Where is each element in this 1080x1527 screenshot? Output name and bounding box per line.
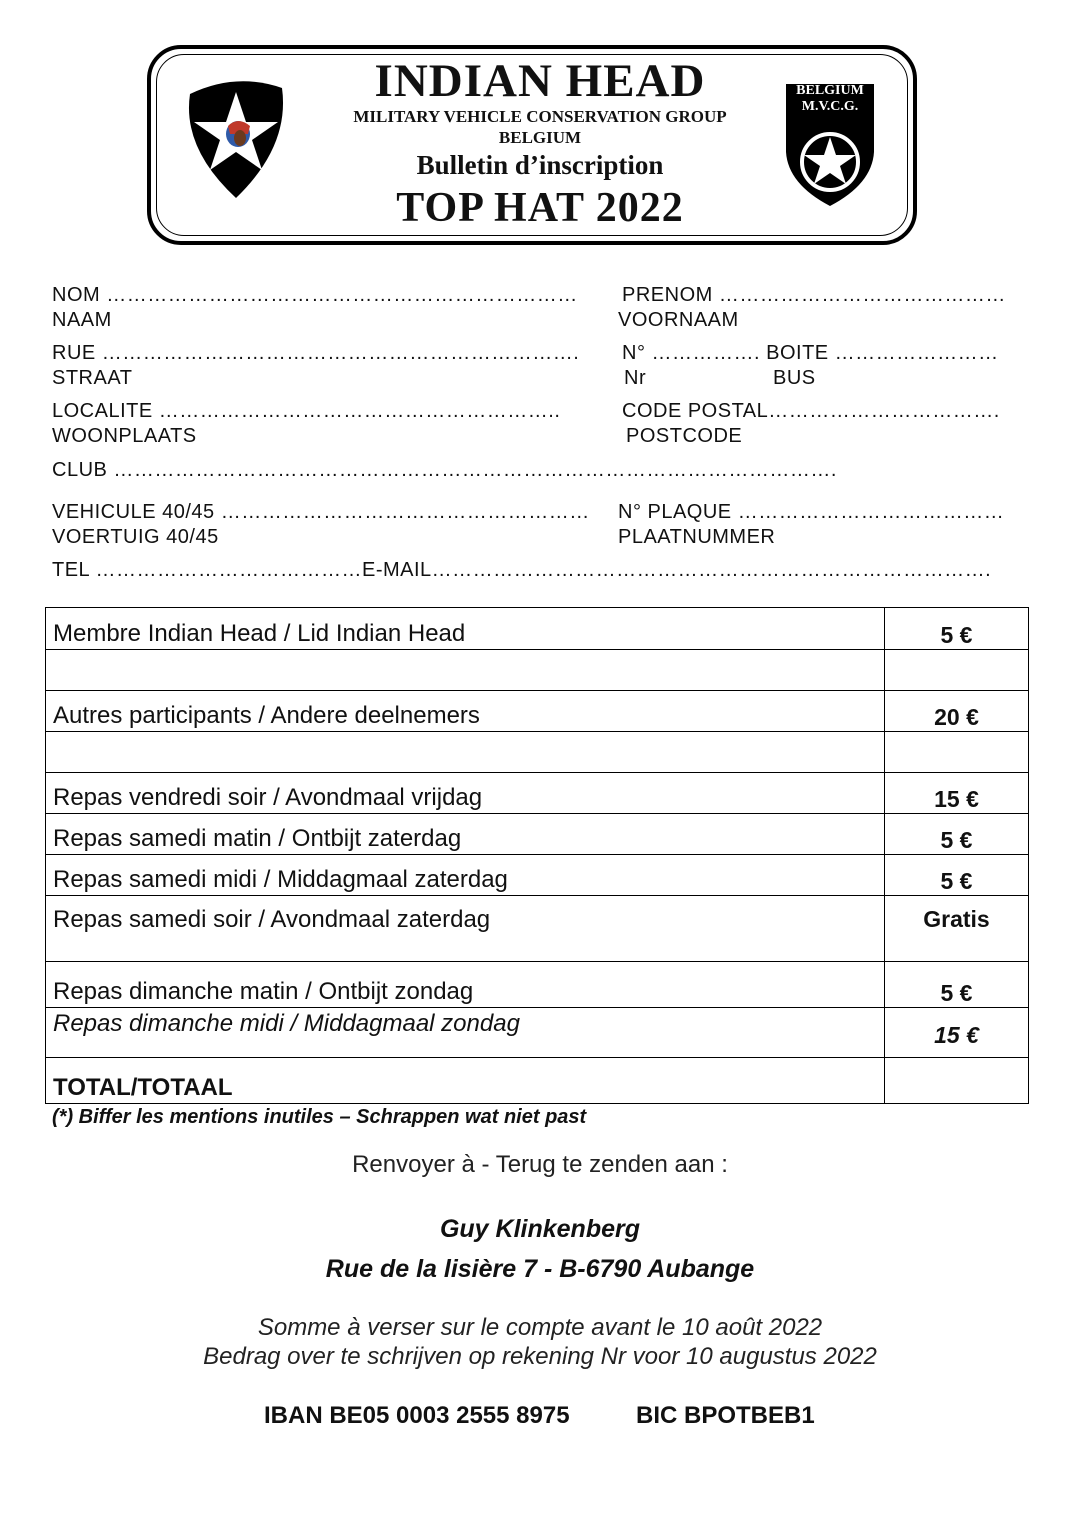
row-label xyxy=(46,732,885,773)
field-plaatnummer-label: PLAATNUMMER xyxy=(618,526,776,548)
table-row xyxy=(46,650,1029,691)
row-label: Repas dimanche matin / Ontbijt zondag xyxy=(46,962,885,1008)
return-to-label: Renvoyer à - Terug te zenden aan : xyxy=(352,1151,728,1178)
row-amount[interactable]: 20 € xyxy=(885,691,1029,732)
org-subtitle: MILITARY VEHICLE CONSERVATION GROUP xyxy=(353,107,727,126)
row-label: Repas dimanche midi / Middagmaal zondag xyxy=(46,1008,885,1058)
field-woonplaats-label: WOONPLAATS xyxy=(52,425,197,447)
event-title: TOP HAT 2022 xyxy=(396,185,684,231)
row-amount[interactable]: 5 € xyxy=(885,608,1029,650)
field-prenom[interactable]: PRENOM …………………………………… xyxy=(622,284,1006,306)
row-amount[interactable]: Gratis xyxy=(885,896,1029,962)
org-country: BELGIUM xyxy=(498,128,582,147)
field-bus-label: BUS xyxy=(773,367,816,389)
row-amount[interactable]: 5 € xyxy=(885,814,1029,855)
table-row xyxy=(46,732,1029,773)
table-row xyxy=(46,608,1029,650)
org-title: INDIAN HEAD xyxy=(374,55,706,107)
row-amount[interactable]: 15 € xyxy=(885,1008,1029,1058)
form-title: Bulletin d’inscription xyxy=(416,150,664,180)
field-rue[interactable]: RUE ……………………………………………………………. xyxy=(52,342,580,364)
iban: IBAN BE05 0003 2555 8975 xyxy=(264,1402,570,1429)
row-label: Membre Indian Head / Lid Indian Head xyxy=(46,608,885,650)
field-tel-email[interactable]: TEL …………………………………E-MAIL………………………………………………………………………. xyxy=(52,559,992,581)
field-numero-boite[interactable]: N° ……………. BOITE …………………… xyxy=(622,342,999,364)
table-row xyxy=(46,691,1029,732)
row-amount[interactable]: 5 € xyxy=(885,855,1029,896)
fees-table xyxy=(45,607,1029,1104)
field-vehicule[interactable]: VEHICULE 40/45 ……………………………………………… xyxy=(52,501,590,523)
row-amount[interactable] xyxy=(885,732,1029,773)
field-postcode-label: POSTCODE xyxy=(626,425,743,447)
table-row xyxy=(46,1008,1029,1058)
payment-note-nl: Bedrag over te schrijven op rekening Nr voor 10 augustus 2022 xyxy=(203,1343,877,1370)
row-label xyxy=(46,650,885,691)
mvcg-logo-line1: BELGIUM xyxy=(796,83,864,98)
total-amount[interactable] xyxy=(885,1058,1029,1104)
footnote: (*) Biffer les mentions inutiles – Schrappen wat niet past xyxy=(52,1106,587,1128)
bic: BIC BPOTBEB1 xyxy=(636,1402,815,1429)
table-row xyxy=(46,962,1029,1008)
row-label: Repas vendredi soir / Avondmaal vrijdag xyxy=(46,773,885,814)
table-row xyxy=(46,773,1029,814)
table-row xyxy=(46,896,1029,962)
field-nom[interactable]: NOM …………………………………………………………… xyxy=(52,284,578,306)
payment-note-fr: Somme à verser sur le compte avant le 10 août 2022 xyxy=(257,1314,823,1341)
table-row xyxy=(46,855,1029,896)
row-label: Repas samedi soir / Avondmaal zaterdag xyxy=(46,896,885,962)
field-localite[interactable]: LOCALITE ………………………………………………….. xyxy=(52,400,561,422)
mvcg-logo-line2: M.V.C.G. xyxy=(801,99,859,114)
table-row-total xyxy=(46,1058,1029,1104)
recipient-address: Rue de la lisière 7 - B-6790 Aubange xyxy=(325,1255,755,1283)
field-voertuig-label: VOERTUIG 40/45 xyxy=(52,526,219,548)
field-code-postal[interactable]: CODE POSTAL……………………………. xyxy=(622,400,1000,422)
row-label: Repas samedi midi / Middagmaal zaterdag xyxy=(46,855,885,896)
total-label: TOTAL/TOTAAL xyxy=(46,1058,885,1104)
row-amount[interactable]: 15 € xyxy=(885,773,1029,814)
row-amount[interactable] xyxy=(885,650,1029,691)
row-amount[interactable]: 5 € xyxy=(885,962,1029,1008)
row-label: Autres participants / Andere deelnemers xyxy=(46,691,885,732)
table-row xyxy=(46,814,1029,855)
field-naam-label: NAAM xyxy=(52,309,112,331)
row-label: Repas samedi matin / Ontbijt zaterdag xyxy=(46,814,885,855)
recipient-name: Guy Klinkenberg xyxy=(439,1215,641,1243)
field-straat-label: STRAAT xyxy=(52,367,133,389)
field-club[interactable]: CLUB ……………………………………………………………………………………………. xyxy=(52,459,837,481)
field-nr-label: Nr xyxy=(624,367,647,389)
field-voornaam-label: VOORNAAM xyxy=(618,309,739,331)
field-plaque[interactable]: N° PLAQUE ………………………………… xyxy=(618,501,1005,523)
